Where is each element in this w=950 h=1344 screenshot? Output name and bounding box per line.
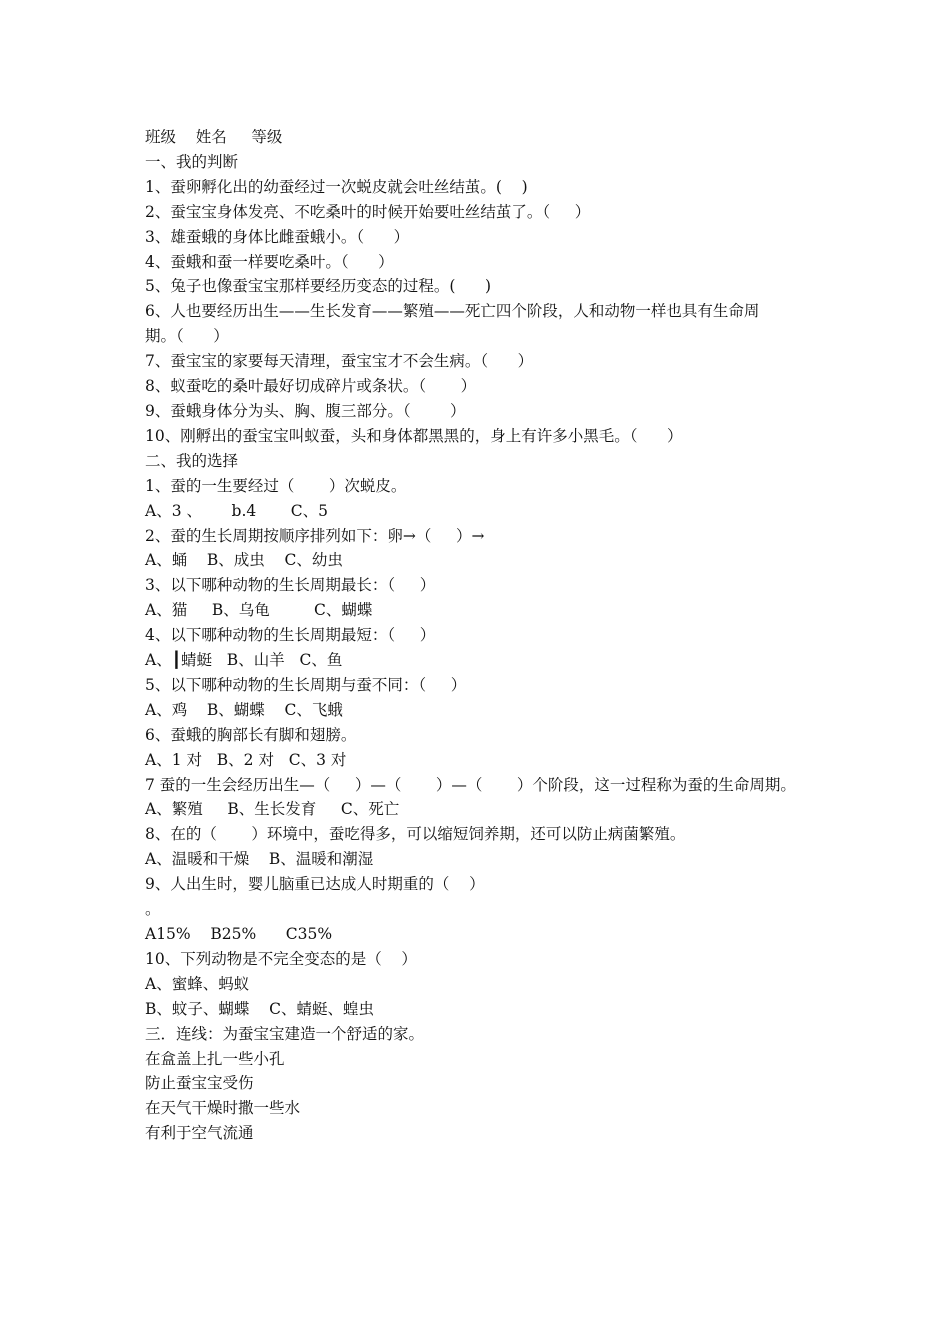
choice-options: A、蜜蜂、蚂蚁: [145, 974, 250, 993]
matching-item: 在盒盖上扎一些小孔: [145, 1049, 285, 1068]
choice-question: 10、下列动物是不完全变态的是（ ）: [145, 949, 417, 968]
choice-question-continued: 。: [145, 900, 161, 919]
choice-question: 5、以下哪种动物的生长周期与蚕不同：（ ）: [145, 675, 467, 694]
section-heading: 二、我的选择: [145, 451, 239, 470]
choice-options: A、1 对 B、2 对 C、3 对: [145, 750, 347, 769]
choice-question: 1、蚕的一生要经过（ ）次蜕皮。: [145, 476, 407, 495]
judgment-item-continued: 期。（ ）: [145, 327, 229, 346]
section-heading: 一、我的判断: [145, 152, 239, 171]
choice-options: A15% B25% C35%: [145, 925, 333, 943]
judgment-item: 3、雄蚕蛾的身体比雌蚕蛾小。（ ）: [145, 227, 410, 246]
choice-question: 2、蚕的生长周期按顺序排列如下：卵→（ ）→: [145, 526, 485, 545]
matching-item: 防止蚕宝宝受伤: [145, 1074, 254, 1093]
section-heading: 三．连线：为蚕宝宝建造一个舒适的家。: [145, 1024, 425, 1043]
judgment-item: 6、人也要经历出生——生长发育——繁殖——死亡四个阶段，人和动物一样也具有生命周: [145, 302, 760, 321]
judgment-item: 10、刚孵出的蚕宝宝叫蚁蚕，头和身体都黑黑的，身上有许多小黑毛。（ ）: [145, 426, 683, 445]
header-line: 班级 姓名 等级: [145, 128, 283, 146]
judgment-item: 5、兔子也像蚕宝宝那样要经历变态的过程。( ): [145, 277, 492, 296]
matching-item: 有利于空气流通: [145, 1124, 254, 1143]
choice-options: A、繁殖 B、生长发育 C、死亡: [145, 800, 400, 819]
choice-question: 7 蚕的一生会经历出生—（ ）—（ ）—（ ）个阶段，这一过程称为蚕的生命周期。: [145, 775, 796, 794]
choice-question: 8、在的（ ）环境中，蚕吃得多，可以缩短饲养期，还可以防止病菌繁殖。: [145, 825, 686, 844]
choice-options: A、温暖和干燥 B、温暖和潮湿: [145, 850, 374, 869]
choice-options: A、┃蜻蜓 B、山羊 C、鱼: [145, 651, 343, 670]
judgment-item: 7、蚕宝宝的家要每天清理，蚕宝宝才不会生病。（ ）: [145, 352, 534, 371]
choice-question: 3、以下哪种动物的生长周期最长：（ ）: [145, 576, 436, 595]
choice-question: 6、蚕蛾的胸部长有脚和翅膀。: [145, 725, 357, 744]
choice-options: B、蚊子、蝴蝶 C、蜻蜓、蝗虫: [145, 999, 374, 1018]
choice-question: 9、人出生时，婴儿脑重已达成人时期重的（ ）: [145, 875, 485, 894]
choice-question: 4、以下哪种动物的生长周期最短：（ ）: [145, 626, 436, 645]
judgment-item: 8、蚁蚕吃的桑叶最好切成碎片或条状。（ ）: [145, 377, 477, 396]
choice-options: A、蛹 B、成虫 C、幼虫: [145, 551, 343, 570]
judgment-item: 4、蚕蛾和蚕一样要吃桑叶。（ ）: [145, 252, 394, 271]
judgment-item: 1、蚕卵孵化出的幼蚕经过一次蜕皮就会吐丝结茧。( ): [145, 177, 528, 196]
choice-options: A、鸡 B、蝴蝶 C、飞蛾: [145, 700, 343, 719]
judgment-item: 2、蚕宝宝身体发亮、不吃桑叶的时候开始要吐丝结茧了。（ ）: [145, 202, 591, 221]
document-page: [145, 125, 815, 1146]
choice-options: A、3 、 b.4 C、5: [145, 501, 328, 520]
judgment-item: 9、蚕蛾身体分为头、胸、腹三部分。（ ）: [145, 401, 466, 420]
choice-options: A、猫 B、乌龟 C、蝴蝶: [145, 601, 373, 620]
matching-item: 在天气干燥时撒一些水: [145, 1099, 301, 1118]
